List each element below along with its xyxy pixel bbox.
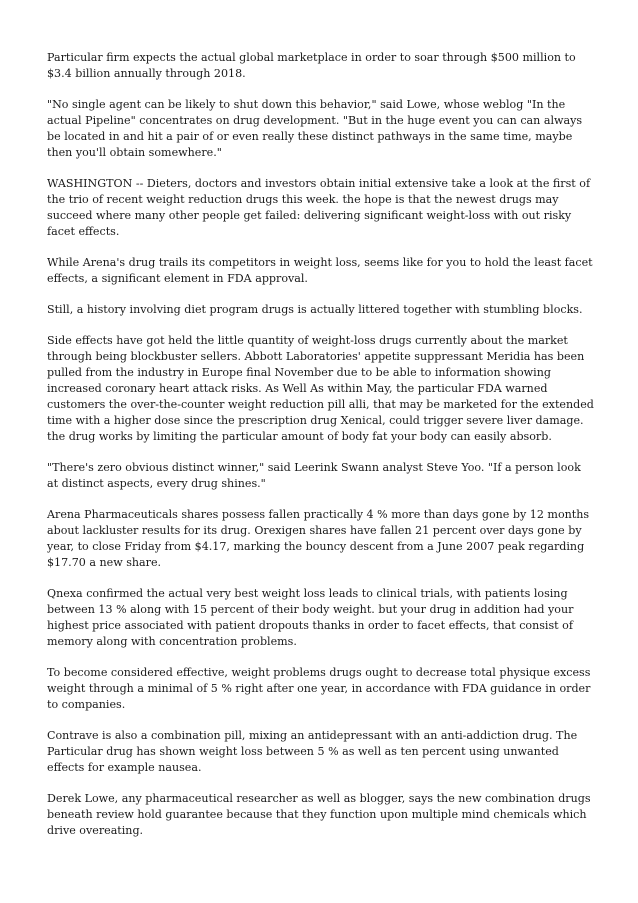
paragraph-12: Derek Lowe, any pharmaceutical researcher as well as blogger, says the new combination drugs beneath review hold guarantee because that they function upon multiple mind chemicals which drive overeating. (47, 792, 591, 837)
paragraph-6: Side effects have got held the little quantity of weight-loss drugs currently about the market through being blockbuster sellers. Abbott Laboratories' appetite suppressant Meridia has been pulled from the industry in Europe final November due to be able to information showing increased coronary heart attack risks. As Well As within May, the particular FDA warned customers the over-the-counter weight reduction pill alli, that may be marketed for the extended time with a higher dose since the prescription drug Xenical, could trigger severe liver damage. the drug works by limiting the particular amount of body fat your body can easily absorb. (47, 334, 594, 443)
paragraph-2: "No single agent can be likely to shut down this behavior," said Lowe, whose weblog "In the actual Pipeline" concentrates on drug development. "But in the huge event you can can always be located in and hit a pair of or even really these distinct pathways in the same time, maybe then you'll obtain somewhere." (47, 98, 583, 159)
paragraph-1: Particular firm expects the actual global marketplace in order to soar through $500 million to $3.4 billion annually through 2018. (47, 51, 576, 80)
paragraph-5: Still, a history involving diet program drugs is actually littered together with stumbling blocks. (47, 303, 583, 316)
paragraph-11: Contrave is also a combination pill, mixing an antidepressant with an anti-addiction drug. The Particular drug has shown weight loss between 5 % as well as ten percent using unwanted effects for example nausea. (47, 729, 578, 774)
paragraph-4: While Arena's drug trails its competitors in weight loss, seems like for you to hold the least facet effects, a significant element in FDA approval. (47, 256, 593, 285)
paragraph-7: "There's zero obvious distinct winner," said Leerink Swann analyst Steve Yoo. "If a person look at distinct aspects, every drug shines." (47, 461, 581, 490)
paragraph-8: Arena Pharmaceuticals shares possess fallen practically 4 % more than days gone by 12 months about lackluster results for its drug. Orexigen shares have fallen 21 percent over days gone by year, to close Friday from $4.17, marking the bouncy descent from a June 2007 peak regarding $17.70 a new share. (47, 508, 590, 569)
paragraph-9: Qnexa confirmed the actual very best weight loss leads to clinical trials, with patients losing between 13 % along with 15 percent of their body weight. but your drug in addition had your highest price associated with patient dropouts thanks in order to facet effects, that consist of memory along with concentration problems. (47, 587, 574, 648)
document-page (47, 50, 595, 854)
paragraph-10: To become considered effective, weight problems drugs ought to decrease total physique excess weight through a minimal of 5 % right after one year, in accordance with FDA guidance in order to companies. (47, 666, 591, 711)
paragraph-3: WASHINGTON -- Dieters, doctors and investors obtain initial extensive take a look at the first of the trio of recent weight reduction drugs this week. the hope is that the newest drugs may succeed where many other people get failed: delivering significant weight-loss with out risky facet effects. (47, 177, 591, 238)
